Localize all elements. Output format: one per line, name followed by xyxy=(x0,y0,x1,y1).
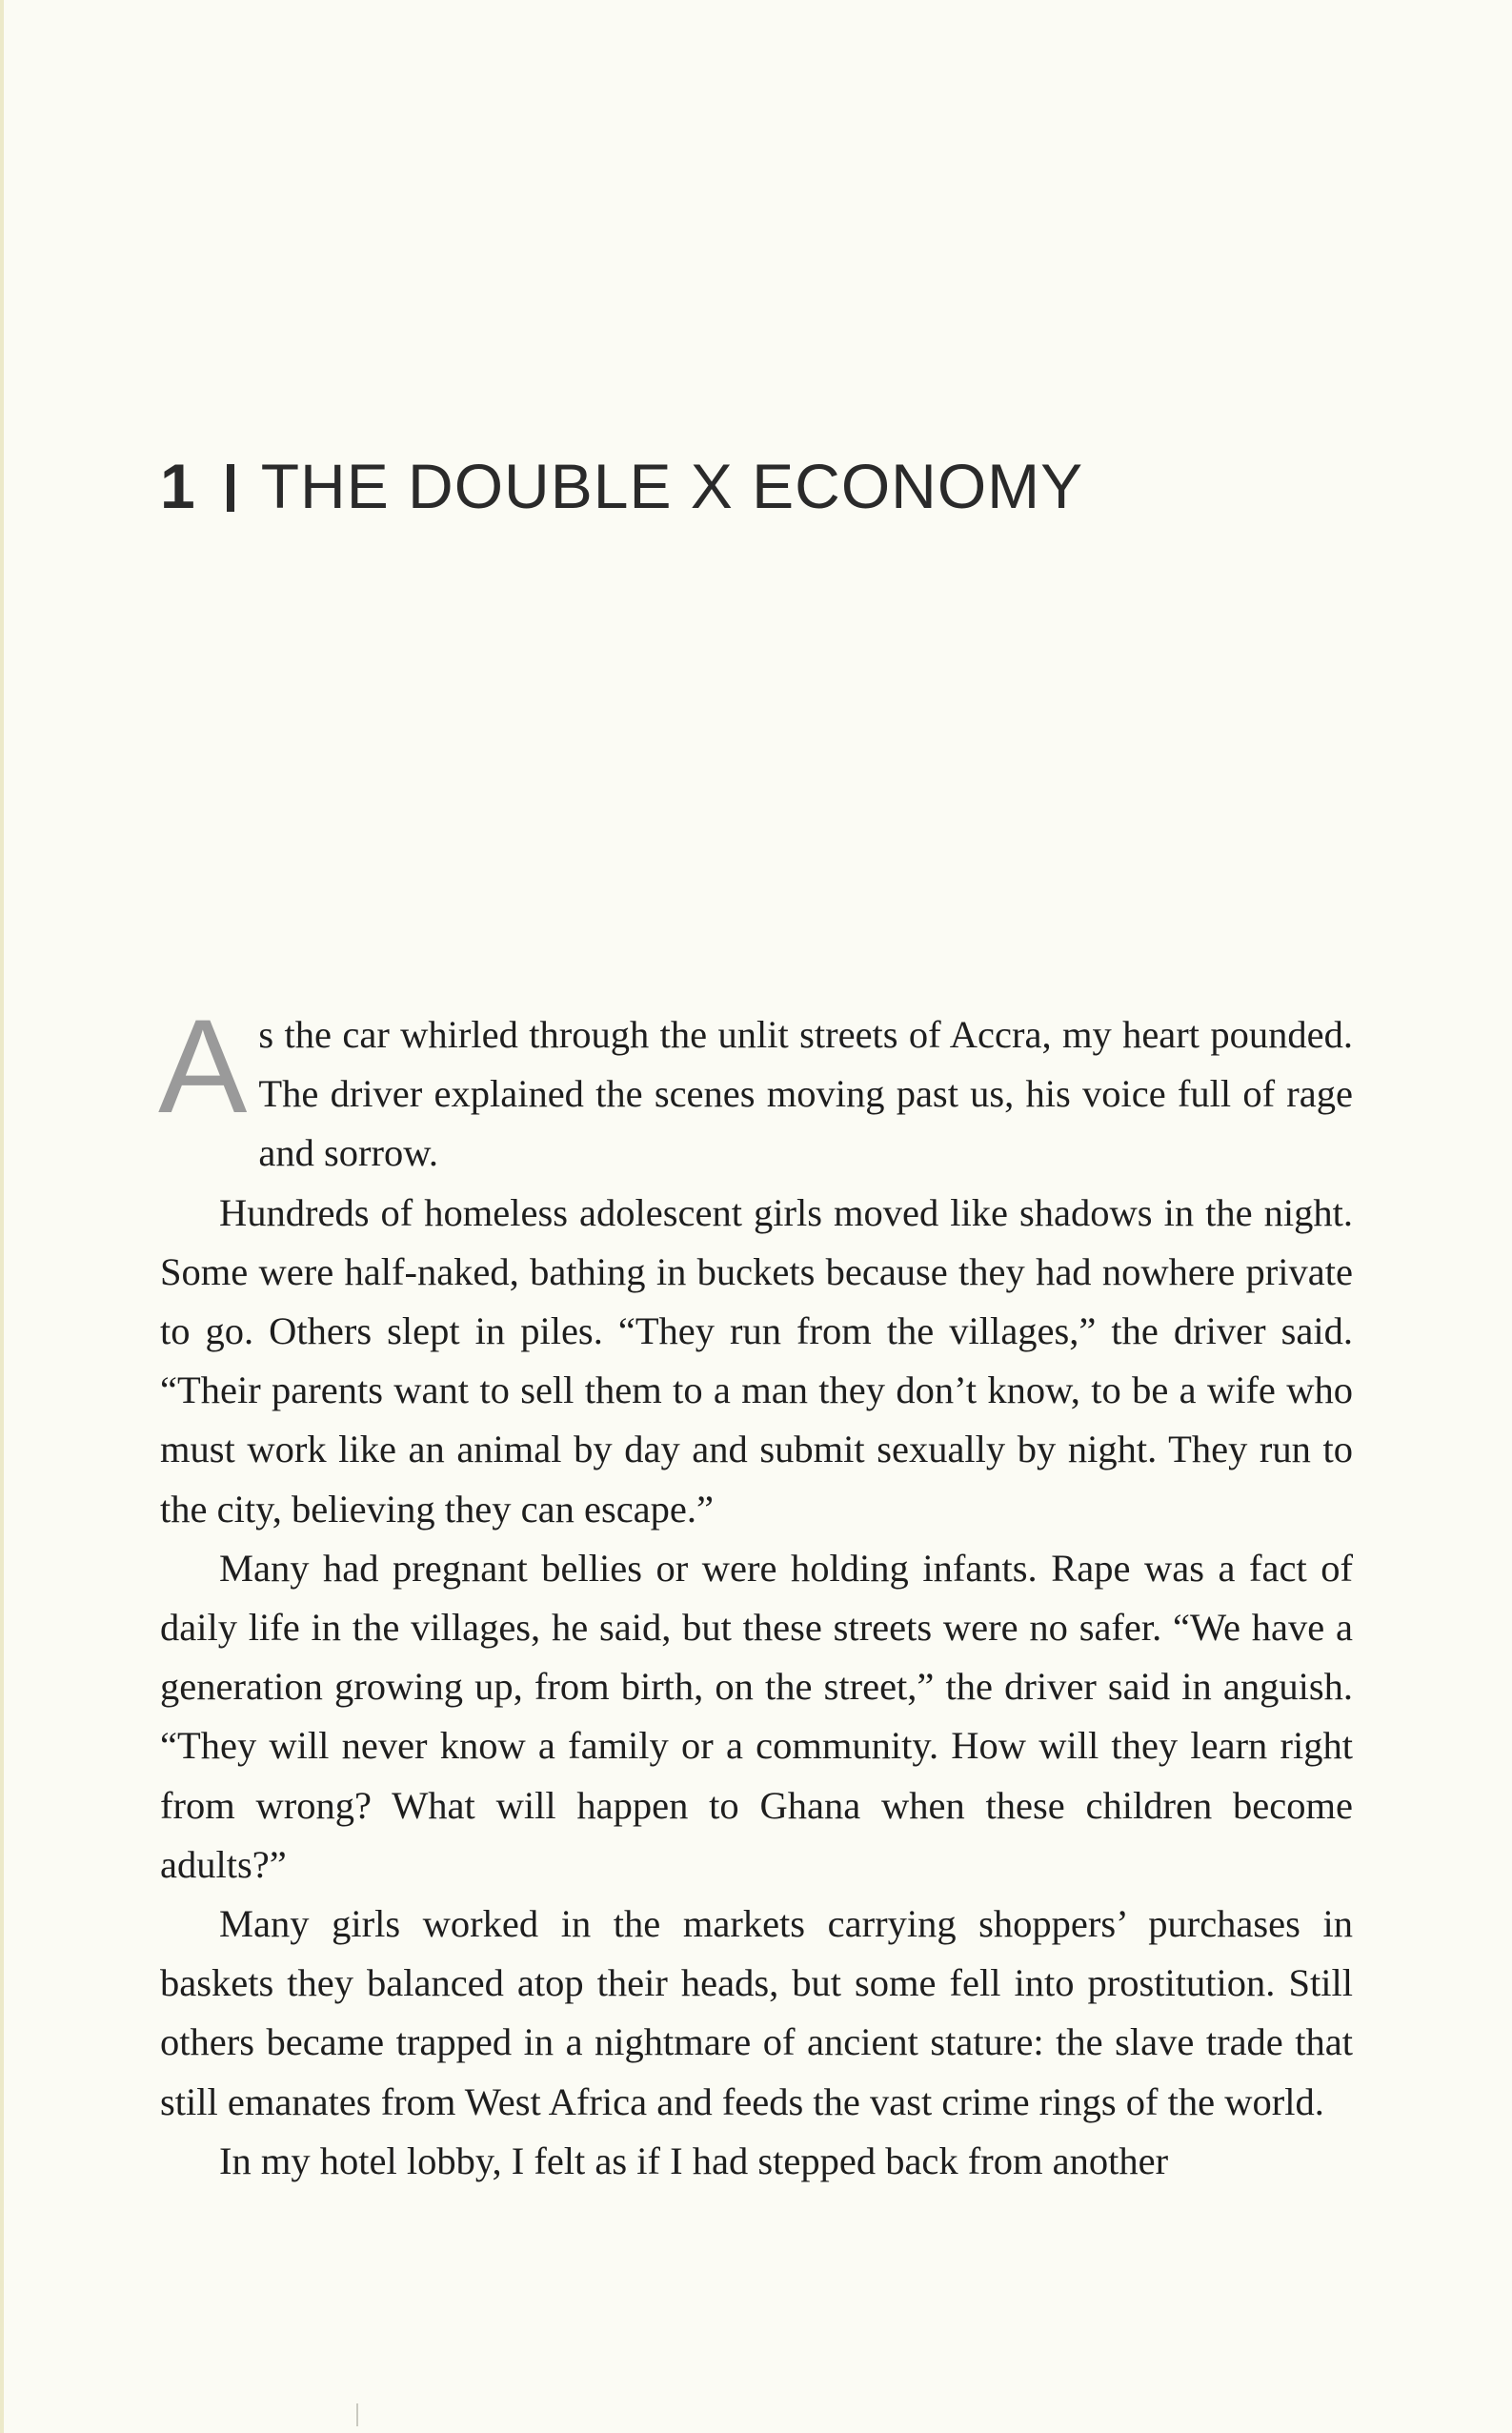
drop-cap: A xyxy=(158,991,248,1141)
chapter-body xyxy=(158,991,1353,2191)
paragraph-2: Hundreds of homeless adolescent girls moved like shadows in the night. Some were half-naked, bathing in buckets because they had nowhere private to go. Others slept in piles. “They run from the villages,” the driver said. “Their parents want to sell them to a man they don’t know, to be a wife who must work like an animal by day and submit sexually by night. They run to the city, believing they can escape.” xyxy=(160,1190,1353,1531)
page-edge xyxy=(0,0,4,2433)
paragraph-4: Many girls worked in the markets carrying shoppers’ purchases in baskets they balanced atop their heads, but some fell into prostitution. Still others became trapped in a nightmare of ancient stature: the slave trade that still emanates from West Africa and feeds the vast crime rings of the world. xyxy=(160,1902,1353,2123)
page-mark xyxy=(356,2403,358,2426)
chapter-title: THE DOUBLE X ECONOMY xyxy=(260,451,1084,521)
paragraph-3: Many had pregnant bellies or were holding infants. Rape was a fact of daily life in the villages, he said, but these streets were no safer. “We have a generation growing up, from birth, on the street,” the driver said in anguish. “They will never know a family or a community. How will they learn right from wrong? What will happen to Ghana when these children become adults?” xyxy=(160,1546,1353,1886)
paragraph-5: In my hotel lobby, I felt as if I had stepped back from another xyxy=(219,2139,1169,2182)
chapter-separator xyxy=(227,464,234,512)
chapter-heading xyxy=(160,448,1083,524)
paragraph-1-text: s the car whirled through the unlit streets of Accra, my heart pounded. The driver explained the scenes moving past us, his voice full of rage and sorrow. xyxy=(258,1013,1353,1175)
chapter-number: 1 xyxy=(160,451,196,521)
paragraph-1 xyxy=(158,991,1353,1184)
